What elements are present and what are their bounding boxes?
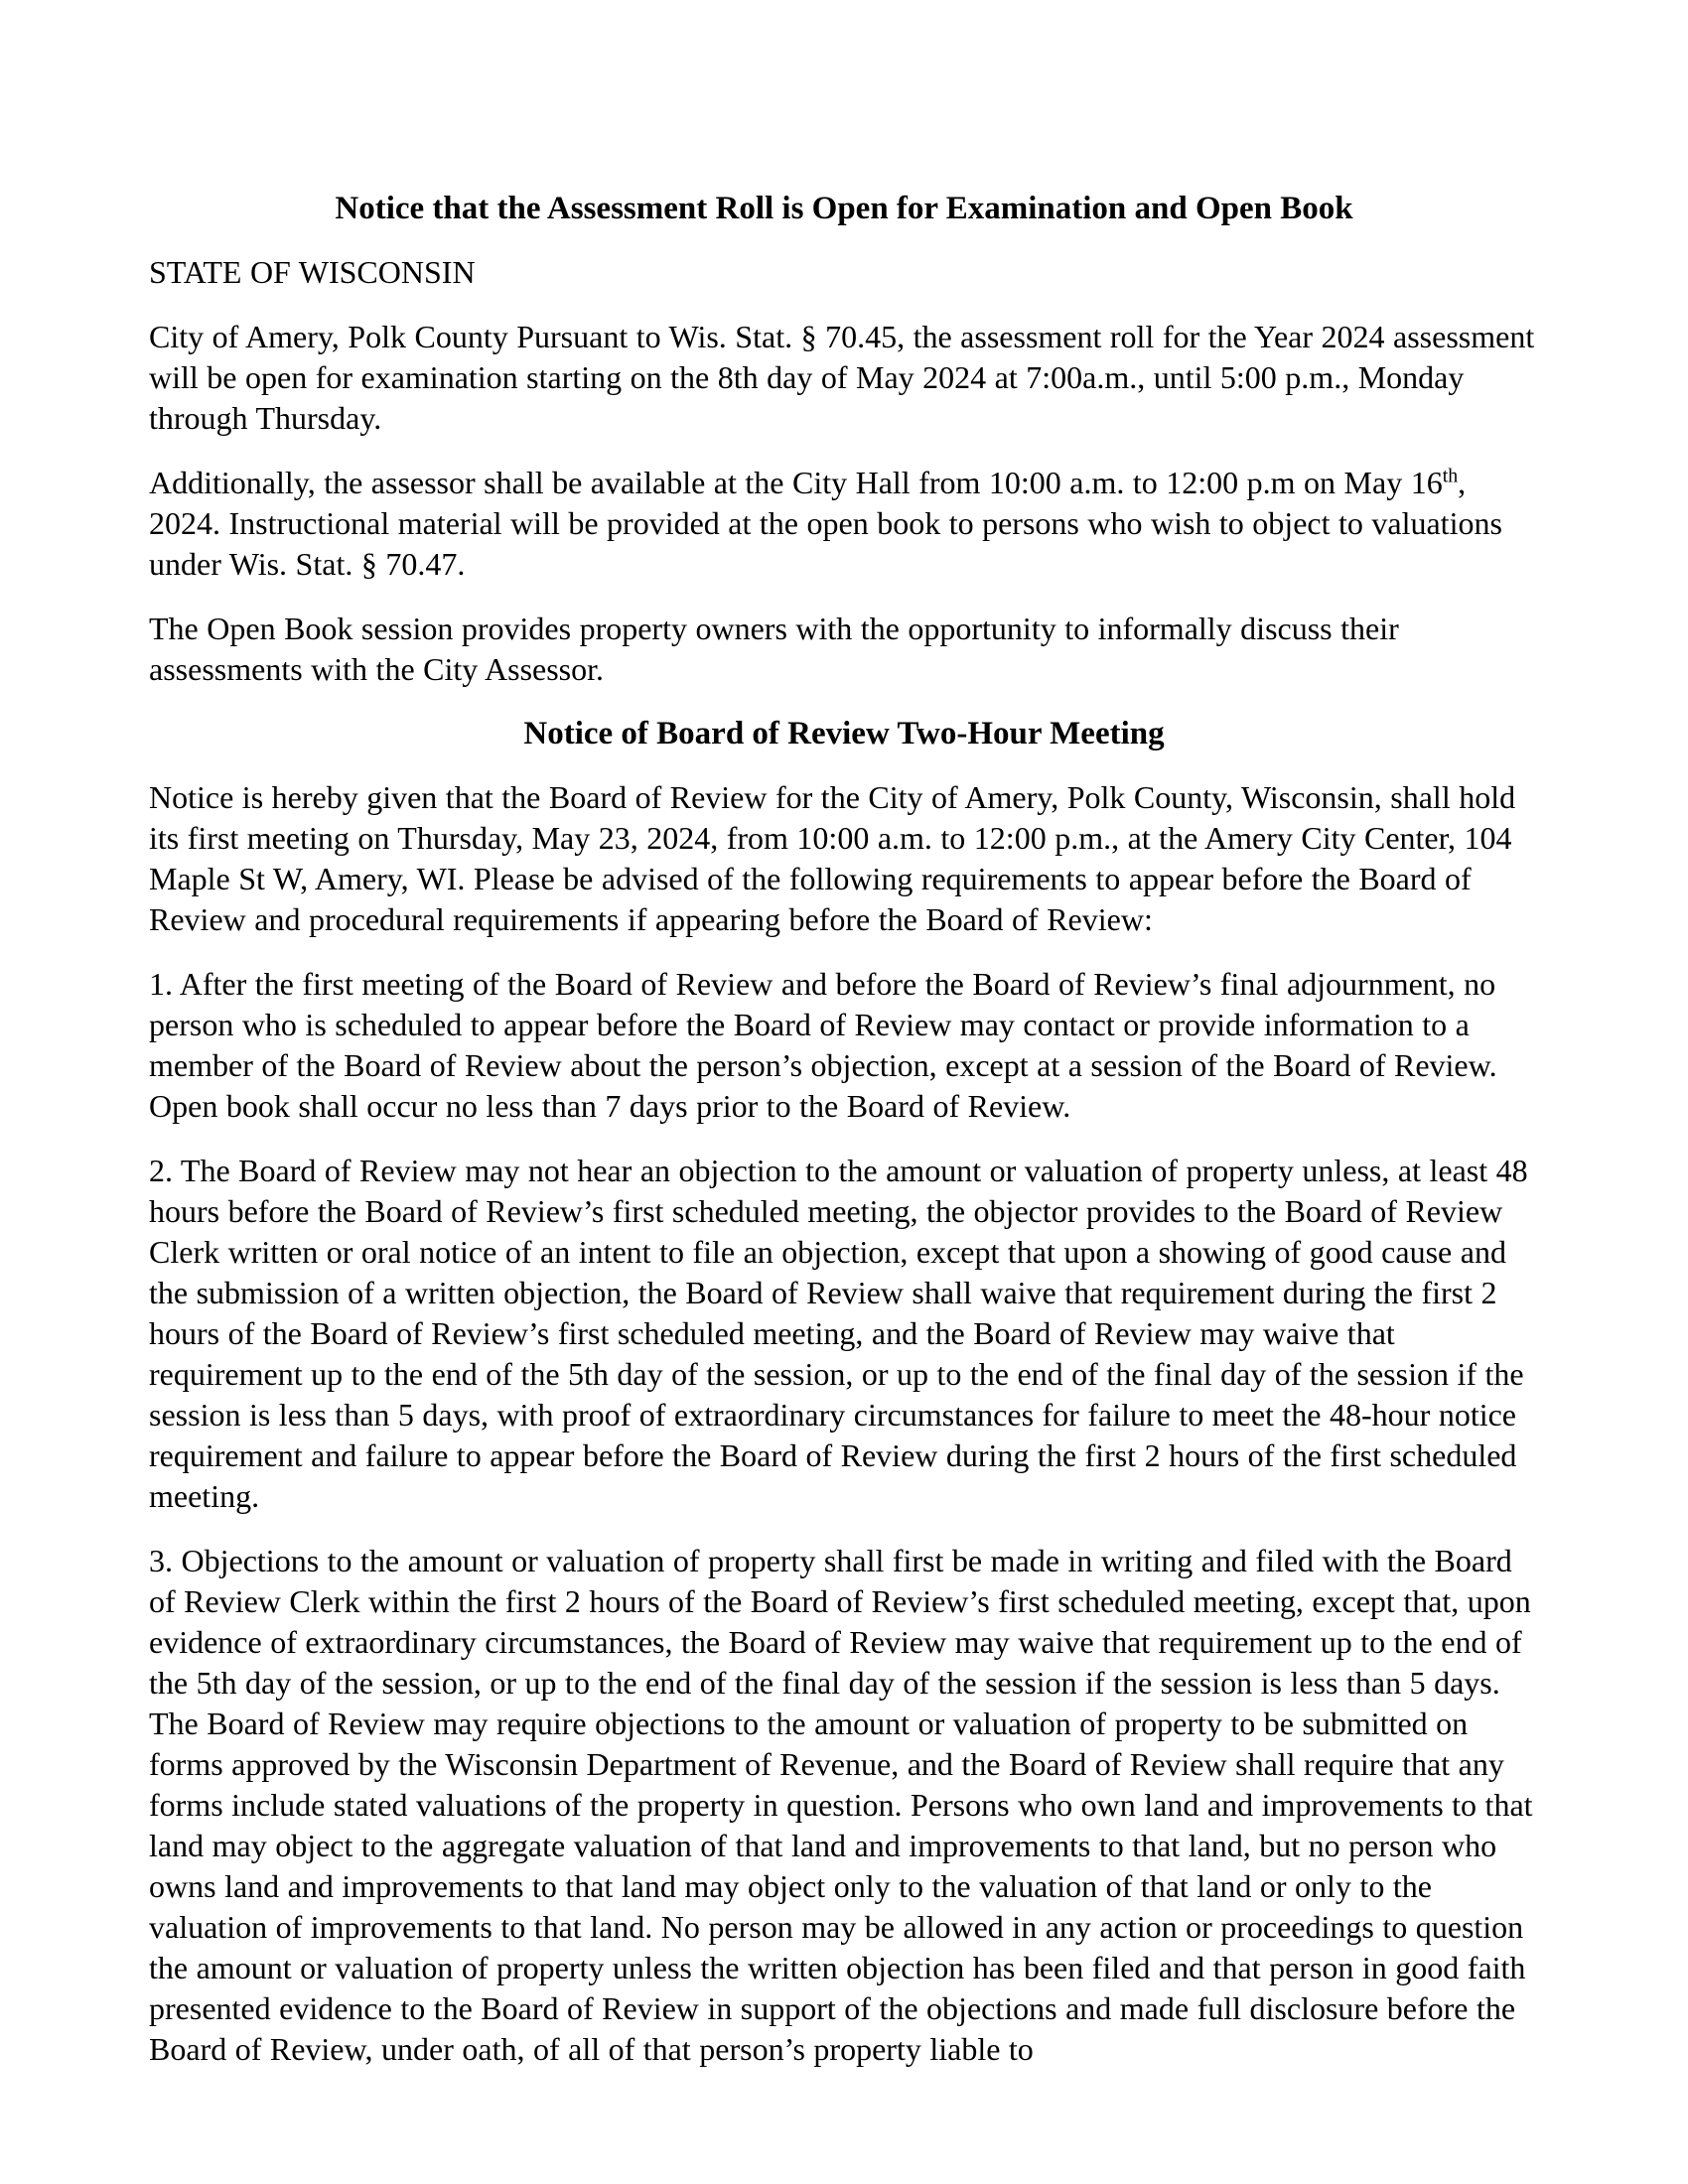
- paragraph-notice-given: Notice is hereby given that the Board of Review for the City of Amery, Polk County, Wisconsin, shall hold its first meeting on Thursday, May 23, 2024, from 10:00 a.m. to 12:00 p.m., at the Amery City Center, 104 Maple St W, Amery, WI. Please be advised of the following requirements to appear before the Board of Review and procedural requirements if appearing before the Board of Review:: [149, 779, 1516, 937]
- heading-assessment-roll-open: Notice that the Assessment Roll is Open for Examination and Open Book: [335, 191, 1353, 226]
- paragraph-open-book-session: The Open Book session provides property owners with the opportunity to informally discuss their assessments with the City Assessor.: [149, 611, 1399, 687]
- paragraph-assessor-availability-part2: , 2024. Instructional material will be provided at the open book to persons who wish to object to valuations under Wis. Stat. § 70.47.: [149, 465, 1502, 582]
- paragraph-assessment-roll: City of Amery, Polk County Pursuant to Wis. Stat. § 70.45, the assessment roll for the Year 2024 assessment will be open for examination starting on the 8th day of May 2024 at 7:00a.m., until 5:00 p.m., Monday through Thursday.: [149, 319, 1535, 436]
- ordinal-superscript: th: [1442, 465, 1459, 487]
- paragraph-assessor-availability: [149, 463, 1539, 585]
- heading-board-of-review-meeting: Notice of Board of Review Two-Hour Meeting: [523, 716, 1165, 751]
- numbered-item-3: 3. Objections to the amount or valuation of property shall first be made in writing and filed with the Board of Review Clerk within the first 2 hours of the Board of Review’s first scheduled meeting, except that, upon evidence of extraordinary circumstances, the Board of Review may waive that requirement up to the end of the 5th day of the session, or up to the end of the final day of the session if the session is less than 5 days. The Board of Review may require objections to the amount or valuation of property to be submitted on forms approved by the Wisconsin Department of Revenue, and the Board of Review shall require that any forms include stated valuations of the property in question. Persons who own land and improvements to that land may object to the aggregate valuation of that land and improvements to that land, but no person who owns land and improvements to that land may object only to the valuation of that land or only to the valuation of improvements to that land. No person may be allowed in any action or proceedings to question the amount or valuation of property unless the written objection has been filed and that person in good faith presented evidence to the Board of Review in support of the objections and made full disclosure before the Board of Review, under oath, of all of that person’s property liable to: [149, 1543, 1533, 2067]
- numbered-item-1: 1. After the first meeting of the Board of Review and before the Board of Review’s final adjournment, no person who is scheduled to appear before the Board of Review may contact or provide information to a member of the Board of Review about the person’s objection, except at a session of the Board of Review. Open book shall occur no less than 7 days prior to the Board of Review.: [149, 966, 1497, 1124]
- state-of-wisconsin-line: STATE OF WISCONSIN: [149, 254, 476, 290]
- paragraph-assessor-availability-part1: Additionally, the assessor shall be available at the City Hall from 10:00 a.m. to 12:00 p.m on May 16: [149, 465, 1443, 500]
- numbered-item-2: 2. The Board of Review may not hear an objection to the amount or valuation of property unless, at least 48 hours before the Board of Review’s first scheduled meeting, the objector provides to the Board of Review Clerk written or oral notice of an intent to file an objection, except that upon a showing of good cause and the submission of a written objection, the Board of Review shall waive that requirement during the first 2 hours of the Board of Review’s first scheduled meeting, and the Board of Review may waive that requirement up to the end of the 5th day of the session, or up to the end of the final day of the session if the session is less than 5 days, with proof of extraordinary circumstances for failure to meet the 48-hour notice requirement and failure to appear before the Board of Review during the first 2 hours of the first scheduled meeting.: [149, 1153, 1528, 1514]
